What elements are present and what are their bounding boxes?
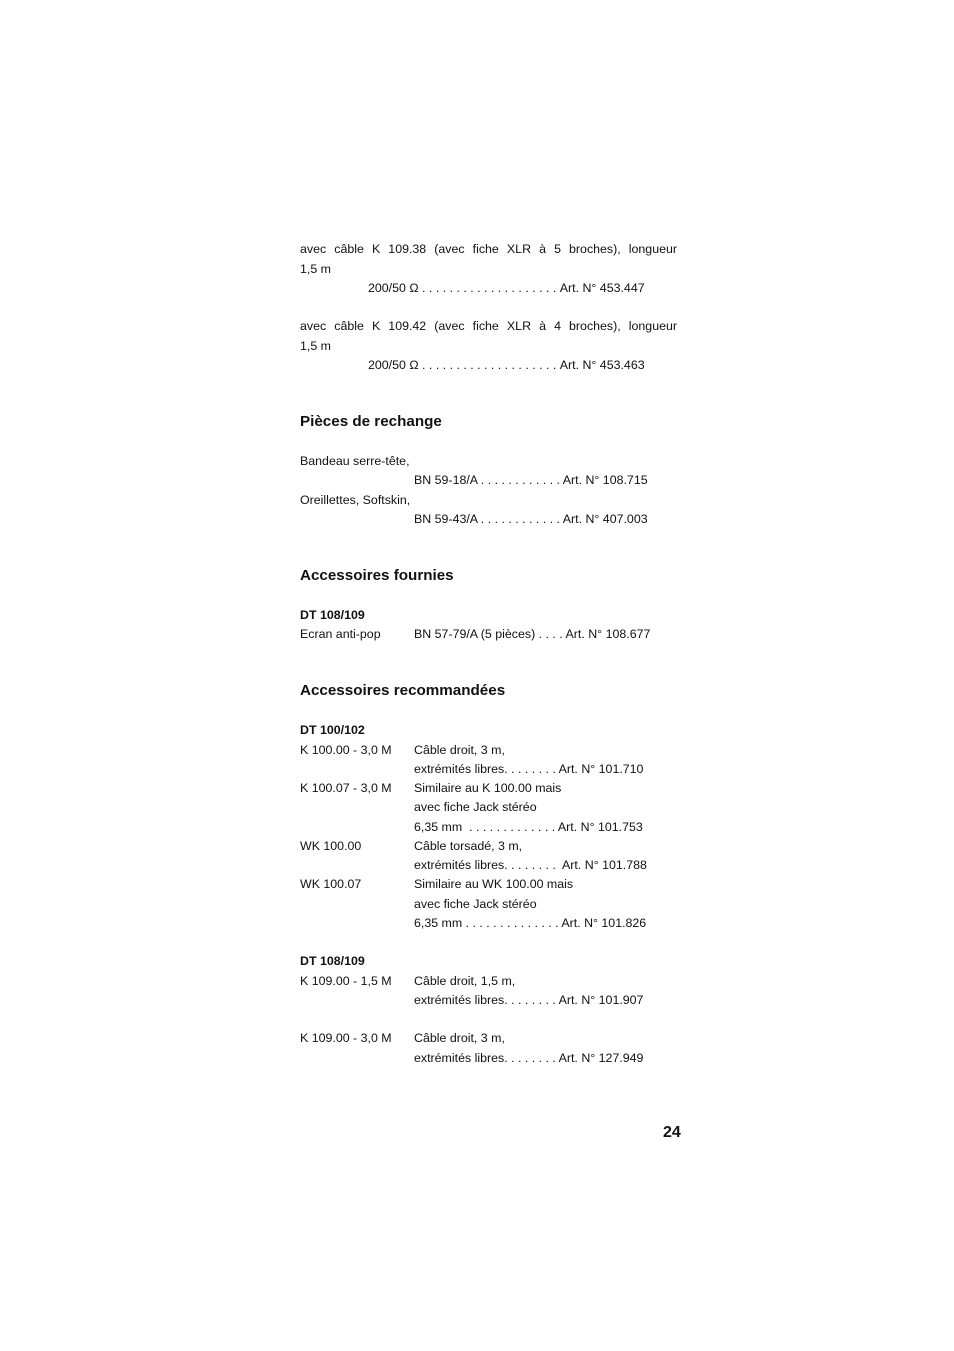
accessory-detail: extrémités libres. . . . . . . . Art. N° 101.710	[414, 762, 644, 776]
accessory-label: K 100.07 - 3,0 M	[300, 781, 392, 795]
supplied-model: DT 108/109	[300, 608, 365, 622]
recommended-heading: Accessoires recommandées	[300, 682, 506, 699]
intro-item1-line2: 1,5 m	[300, 262, 331, 276]
spare-part-detail: BN 59-18/A . . . . . . . . . . . . Art. N° 108.715	[414, 473, 648, 487]
accessory-detail: Câble torsadé, 3 m,	[414, 839, 523, 853]
supplied-label: Ecran anti-pop	[300, 627, 381, 641]
spare-parts-heading: Pièces de rechange	[300, 413, 442, 430]
intro-item1-line1: avec câble K 109.38 (avec fiche XLR à 5 broches), longueur	[300, 242, 677, 256]
accessory-label: WK 100.07	[300, 877, 362, 891]
accessory-detail: Câble droit, 3 m,	[414, 743, 505, 757]
supplied-detail: BN 57-79/A (5 pièces) . . . . Art. N° 108.677	[414, 627, 651, 641]
accessory-detail: avec fiche Jack stéréo	[414, 800, 537, 814]
accessory-detail: Similaire au K 100.00 mais	[414, 781, 562, 795]
spare-part-label: Bandeau serre-tête,	[300, 454, 410, 468]
page-number: 24	[663, 1124, 681, 1141]
accessory-label: K 109.00 - 3,0 M	[300, 1031, 392, 1045]
accessory-detail: 6,35 mm . . . . . . . . . . . . . Art. N° 101.753	[414, 820, 643, 834]
intro-item2-line1: avec câble K 109.42 (avec fiche XLR à 4 broches), longueur	[300, 319, 677, 333]
intro-item1-detail: 200/50 Ω . . . . . . . . . . . . . . . . . . . . Art. N° 453.447	[368, 281, 645, 295]
accessory-detail: extrémités libres. . . . . . . . Art. N° 127.949	[414, 1051, 644, 1065]
recommended-group1-model: DT 100/102	[300, 723, 365, 737]
accessory-detail: Câble droit, 3 m,	[414, 1031, 505, 1045]
intro-item2-line2: 1,5 m	[300, 339, 331, 353]
accessory-detail: avec fiche Jack stéréo	[414, 897, 537, 911]
supplied-heading: Accessoires fournies	[300, 567, 454, 584]
accessory-label: K 100.00 - 3,0 M	[300, 743, 392, 757]
spare-part-detail: BN 59-43/A . . . . . . . . . . . . Art. N° 407.003	[414, 512, 648, 526]
accessory-label: K 109.00 - 1,5 M	[300, 974, 392, 988]
accessory-detail: extrémités libres. . . . . . . . Art. N° 101.907	[414, 993, 644, 1007]
accessory-detail: 6,35 mm . . . . . . . . . . . . . . Art. N° 101.826	[414, 916, 647, 930]
spare-part-label: Oreillettes, Softskin,	[300, 493, 411, 507]
accessory-detail: extrémités libres. . . . . . . . Art. N° 101.788	[414, 858, 647, 872]
recommended-group2-model: DT 108/109	[300, 954, 365, 968]
intro-item2-detail: 200/50 Ω . . . . . . . . . . . . . . . . . . . . Art. N° 453.463	[368, 358, 645, 372]
accessory-detail: Câble droit, 1,5 m,	[414, 974, 516, 988]
accessory-label: WK 100.00	[300, 839, 362, 853]
accessory-detail: Similaire au WK 100.00 mais	[414, 877, 574, 891]
